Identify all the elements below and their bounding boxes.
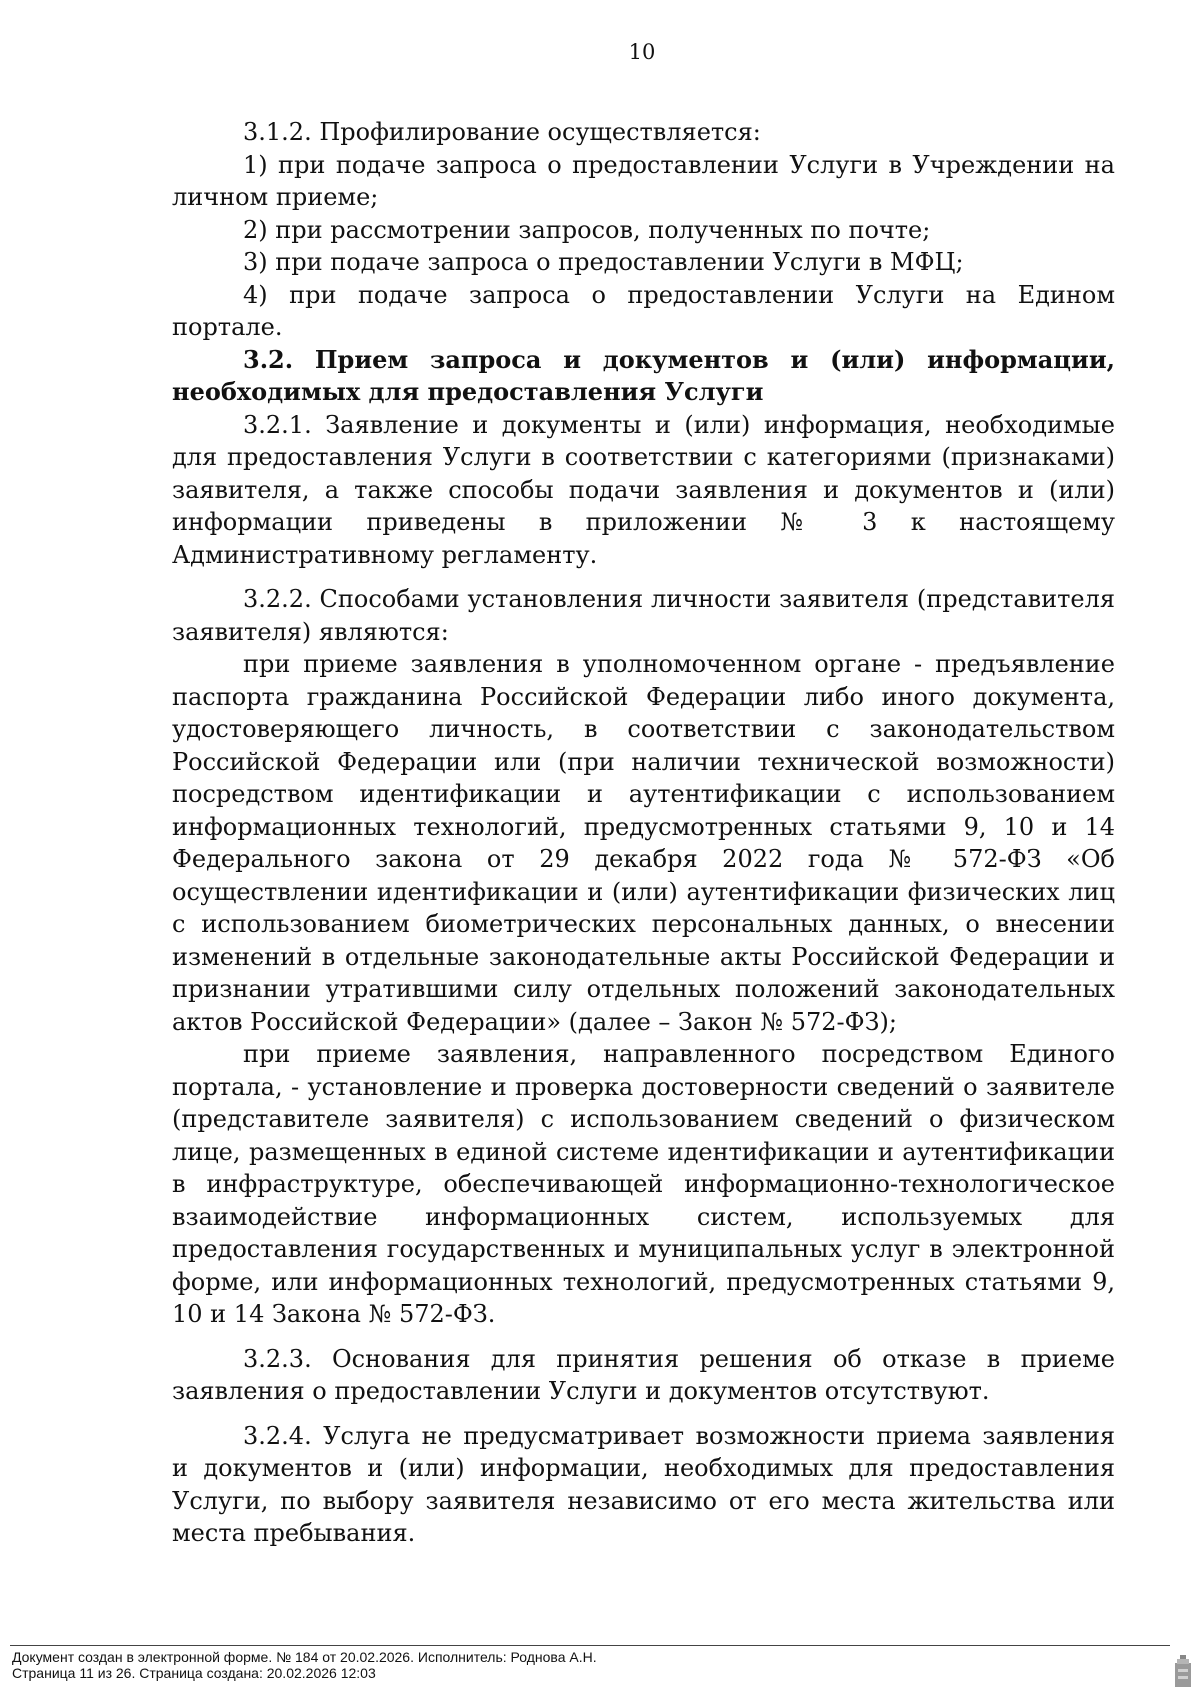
list-item: 4) при подаче запроса о предоставлении Услуги на Едином портале.	[172, 280, 1115, 341]
list-item: 1) при подаче запроса о предоставлении Услуги в Учреждении на личном приеме;	[172, 150, 1115, 211]
footer-text	[12, 1649, 597, 1681]
section-3-2-4: 3.2.4. Услуга не предусматривает возможности приема заявления и документов и (или) информации, необходимых для предоставления Услуги, по выбору заявителя независимо от его места жительства или места пребывания.	[172, 1421, 1115, 1547]
page-number: 10	[628, 40, 656, 64]
section-3-2-3: 3.2.3. Основания для принятия решения об отказе в приеме заявления о предоставлении Услуги и документов отсутствуют.	[172, 1344, 1115, 1405]
list-item: 3) при подаче запроса о предоставлении Услуги в МФЦ;	[243, 248, 964, 276]
footer-line-2: Страница 11 из 26. Страница создана: 20.02.2026 12:03	[12, 1665, 376, 1681]
section-3-2-heading: 3.2. Прием запроса и документов и (или) информации, необходимых для предоставления Услуги	[172, 344, 1115, 406]
section-3-2-2-paragraph-1: при приеме заявления в уполномоченном органе - предъявление паспорта гражданина Российской Федерации либо иного документа, удостоверяющего личность, в соответствии с законодательством Российской Федерации или (при наличии технической возможности) посредством идентификации и аутентификации с использованием информационных технологий, предусмотренных статьями 9, 10 и 14 Федерального закона от 29 декабря 2022 года № 572-ФЗ «Об осуществлении идентификации и (или) аутентификации физических лиц с использованием биометрических персональных данных, о внесении изменений в отдельные законодательные акты Российской Федерации и признании утратившими силу отдельных положений законодательных актов Российской Федерации» (далее – Закон № 572-ФЗ);	[172, 650, 1115, 1036]
emblem-icon	[1172, 1655, 1194, 1691]
footer-divider	[10, 1645, 1170, 1646]
section-3-2-2: 3.2.2. Способами установления личности заявителя (представителя заявителя) являются:	[172, 585, 1115, 646]
footer-line-1: Документ создан в электронной форме. № 184 от 20.02.2026. Исполнитель: Роднова А.Н.	[12, 1649, 597, 1665]
document-body	[172, 116, 1115, 1550]
section-3-2-1: 3.2.1. Заявление и документы и (или) информация, необходимые для предоставления Услуги в соответствии с категориями (признаками) заявителя, а также способы подачи заявления и документов и (или) информации приведены в приложении № 3 к настоящему Административному регламенту.	[172, 410, 1115, 569]
list-item: 2) при рассмотрении запросов, полученных по почте;	[243, 215, 931, 244]
section-3-2-2-paragraph-2: при приеме заявления, направленного посредством Единого портала, - установление и проверка достоверности сведений о заявителе (представителе заявителя) с использованием сведений о физическом лице, размещенных в единой системе идентификации и аутентификации в инфраструктуре, обеспечивающей информационно-технологическое взаимодействие информационных систем, используемых для предоставления государственных и муниципальных услуг в электронной форме, или информационных технологий, предусмотренных статьями 9, 10 и 14 Закона № 572-ФЗ.	[172, 1040, 1115, 1328]
section-3-1-2-title: 3.1.2. Профилирование осуществляется:	[243, 118, 761, 146]
